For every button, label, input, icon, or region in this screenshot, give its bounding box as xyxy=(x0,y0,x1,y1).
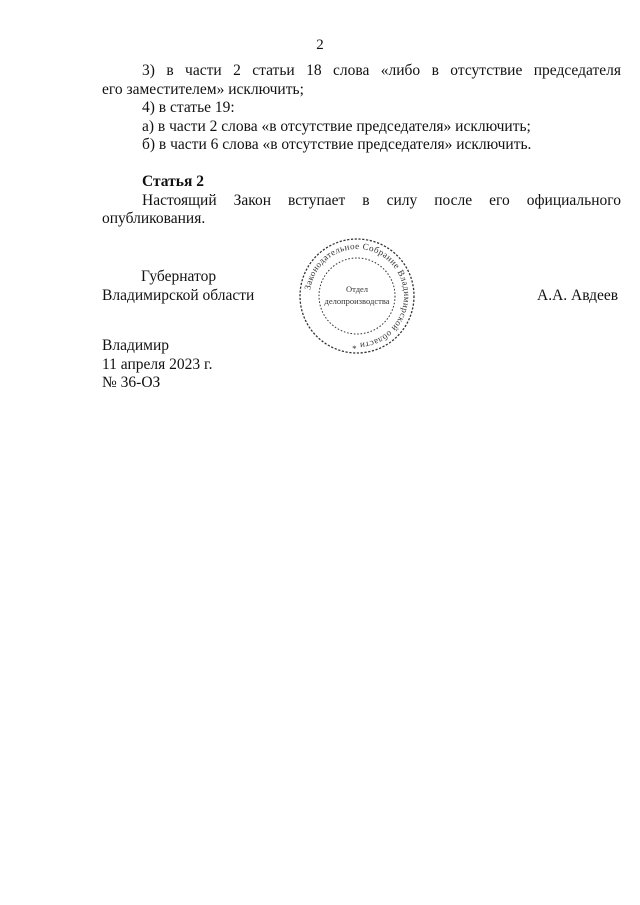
seal-ring-text: Законодательное Собрание Владимирской области * xyxy=(302,240,413,352)
amendment-3-line-2: его заместителем» исключить; xyxy=(102,80,304,98)
page-number: 2 xyxy=(316,37,324,53)
amendment-4b: б) в части 6 слова «в отсутствие председателя» исключить. xyxy=(142,136,532,154)
article-2-heading: Статья 2 xyxy=(142,172,204,190)
seal-center-line-2: делопроизводства xyxy=(324,296,390,306)
article-1-continuation xyxy=(102,62,621,229)
seal-center-line-1: Отдел xyxy=(345,284,369,294)
issue-city: Владимир xyxy=(102,337,169,354)
issue-details xyxy=(102,337,213,393)
signatory-title-line-1: Губернатор xyxy=(141,268,217,285)
article-2-text-line-1: Настоящий Закон вступает в силу после его официального xyxy=(142,191,621,209)
amendment-4: 4) в статье 19: xyxy=(142,99,235,117)
official-seal-stamp xyxy=(297,236,417,356)
signatory-title xyxy=(102,268,254,305)
signatory-title-line-2: Владимирской области xyxy=(102,286,255,304)
amendment-3-line-1: 3) в части 2 статьи 18 слова «либо в отсутствие председателя xyxy=(142,62,621,79)
signatory-name: А.А. Авдеев xyxy=(537,287,619,304)
issue-number: № 36-ОЗ xyxy=(102,374,161,392)
issue-date: 11 апреля 2023 г. xyxy=(102,355,213,373)
amendment-4a: а) в части 2 слова «в отсутствие председателя» исключить; xyxy=(142,117,531,135)
article-2-text-line-2: опубликования. xyxy=(102,210,206,228)
